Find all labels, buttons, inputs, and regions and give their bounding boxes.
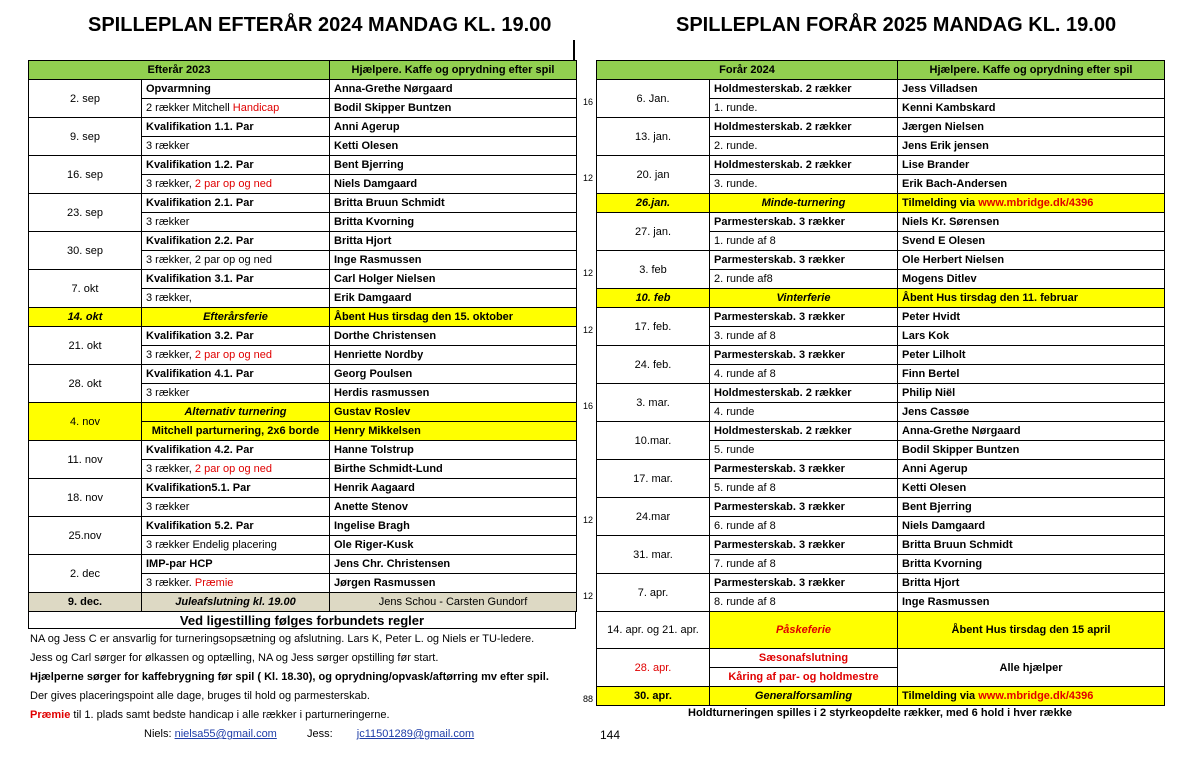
date-cell: 31. mar.: [597, 536, 710, 574]
table-header: [597, 61, 1165, 80]
date-cell: 7. apr.: [597, 574, 710, 612]
season-end-info: Alle hjælper: [898, 649, 1165, 687]
helper-name: Anni Agerup: [330, 118, 577, 137]
easter-row: [597, 612, 1165, 649]
helper-name: Peter Hvidt: [898, 308, 1165, 327]
helper-name: Lars Kok: [898, 327, 1165, 346]
table-row: [29, 365, 577, 384]
table-row: [29, 118, 577, 137]
info-text: Tilmelding via: [902, 690, 979, 702]
date-cell: 28. okt: [29, 365, 142, 403]
header-helpers: Hjælpere. Kaffe og oprydning efter spil: [330, 61, 577, 80]
date-cell: 25.nov: [29, 517, 142, 555]
info-text: Tilmelding via: [902, 197, 979, 209]
table-row: [29, 194, 577, 213]
helper-name: Britta Kvorning: [898, 555, 1165, 574]
praemie-label: Præmie: [30, 709, 71, 721]
helper-name: Bodil Skipper Buntzen: [898, 441, 1165, 460]
date-cell: 2. dec: [29, 555, 142, 593]
event-title: Holdmesterskab. 2 rækker: [710, 422, 898, 441]
helper-name: Britta Hjort: [330, 232, 577, 251]
helper-name: Peter Lilholt: [898, 346, 1165, 365]
table-row: [597, 80, 1165, 99]
table-row: [29, 156, 577, 175]
event-detail: [142, 536, 330, 555]
note-line: NA og Jess C er ansvarlig for turneringsopsætning og afslutning. Lars K, Peter L. og Niels er TU-ledere.: [30, 633, 535, 645]
event-title: Kvalifikation 4.2. Par: [142, 441, 330, 460]
helper-name: Dorthe Christensen: [330, 327, 577, 346]
date-cell: 3. feb: [597, 251, 710, 289]
helper-name: Hanne Tolstrup: [330, 441, 577, 460]
date-cell: 14. apr. og 21. apr.: [597, 612, 710, 649]
helper-name: Niels Damgaard: [330, 175, 577, 194]
helper-name: Inge Rasmussen: [330, 251, 577, 270]
info-text: Åbent Hus tirsdag den 11. februar: [902, 292, 1079, 304]
helper-name: Jens Erik jensen: [898, 137, 1165, 156]
helper-name: Ketti Olesen: [898, 479, 1165, 498]
helper-name: Mogens Ditlev: [898, 270, 1165, 289]
helper-name: Bent Bjerring: [330, 156, 577, 175]
table-row: [597, 384, 1165, 403]
event-detail: 3. runde af 8: [710, 327, 898, 346]
event-detail-text: 3 rækker: [146, 387, 190, 399]
event-detail: [142, 289, 330, 308]
table-row: [597, 536, 1165, 555]
final-helpers: Jens Schou - Carsten Gundorf: [330, 593, 577, 612]
helper-name: Ketti Olesen: [330, 137, 577, 156]
event-title: Parmesterskab. 3 rækker: [710, 574, 898, 593]
date-cell: 21. okt: [29, 327, 142, 365]
general-event: Generalforsamling: [710, 687, 898, 706]
event-detail-text: 3 rækker,: [146, 292, 192, 304]
table-row: [29, 270, 577, 289]
event-detail: 2. runde af8: [710, 270, 898, 289]
table-row: [29, 517, 577, 536]
event-title: Kvalifikation 1.2. Par: [142, 156, 330, 175]
event-detail: [142, 99, 330, 118]
helper-name: Gustav Roslev: [330, 403, 577, 422]
table-row: [597, 308, 1165, 327]
event-detail: [142, 175, 330, 194]
table-row: [29, 232, 577, 251]
helper-name: Erik Damgaard: [330, 289, 577, 308]
table-row: [597, 460, 1165, 479]
column-divider: [573, 40, 575, 62]
helper-name: Ingelise Bragh: [330, 517, 577, 536]
date-cell: 20. jan: [597, 156, 710, 194]
final-event: Juleafslutning kl. 19.00: [142, 593, 330, 612]
date-cell: 30. sep: [29, 232, 142, 270]
event-detail: 2. runde.: [710, 137, 898, 156]
event-detail-red: 2 par op og ned: [194, 463, 272, 475]
highlight-event: Minde-turnering: [710, 194, 898, 213]
event-detail-red: 2 par op og ned: [194, 178, 272, 190]
helper-name: Inge Rasmussen: [898, 593, 1165, 612]
season-end-row: [597, 649, 1165, 668]
event-detail-text: 2 rækker Mitchell: [146, 102, 233, 114]
helper-name: Ole Herbert Nielsen: [898, 251, 1165, 270]
event-title: Kvalifikation 5.2. Par: [142, 517, 330, 536]
holiday-info: Åbent Hus tirsdag den 15. oktober: [330, 308, 577, 327]
event-detail: [142, 213, 330, 232]
event-detail: [142, 346, 330, 365]
general-info: [898, 687, 1165, 706]
header-season: Efterår 2023: [29, 61, 330, 80]
event-title: Kvalifikation 3.1. Par: [142, 270, 330, 289]
final-row: [29, 593, 577, 612]
event-detail: [142, 574, 330, 593]
side-count: 12: [583, 267, 594, 278]
table-row: [29, 80, 577, 99]
side-count: 88: [583, 694, 594, 704]
helper-name: Birthe Schmidt-Lund: [330, 460, 577, 479]
side-count: 16: [583, 96, 594, 107]
event-detail-text: 3 rækker: [146, 140, 190, 152]
general-assembly-row: [597, 687, 1165, 706]
event-detail: 8. runde af 8: [710, 593, 898, 612]
helper-name: Anna-Grethe Nørgaard: [330, 80, 577, 99]
tie-rule-note: Ved ligestilling følges forbundets regler: [28, 611, 576, 629]
table-row: [29, 479, 577, 498]
side-count: 12: [583, 590, 594, 601]
season-end-event: Sæsonafslutning: [710, 649, 898, 668]
table-row: [597, 574, 1165, 593]
note-line: [30, 706, 549, 725]
helper-name: Ole Riger-Kusk: [330, 536, 577, 555]
event-title: IMP-par HCP: [142, 555, 330, 574]
helper-name: Jens Chr. Christensen: [330, 555, 577, 574]
header-season: Forår 2024: [597, 61, 898, 80]
event-detail: 4. runde af 8: [710, 365, 898, 384]
contact-jess-email-link[interactable]: jc11501289@gmail.com: [356, 728, 475, 740]
helper-name: Henry Mikkelsen: [330, 422, 577, 441]
header-helpers: Hjælpere. Kaffe og oprydning efter spil: [898, 61, 1165, 80]
easter-event: Påskeferie: [710, 612, 898, 649]
table-row: [597, 422, 1165, 441]
event-detail: [142, 384, 330, 403]
date-cell: 9. sep: [29, 118, 142, 156]
helper-name: Lise Brander: [898, 156, 1165, 175]
date-cell: 10.mar.: [597, 422, 710, 460]
date-cell: 27. jan.: [597, 213, 710, 251]
helper-name: Bodil Skipper Buntzen: [330, 99, 577, 118]
date-cell: 26.jan.: [597, 194, 710, 213]
date-cell: 18. nov: [29, 479, 142, 517]
helper-name: Carl Holger Nielsen: [330, 270, 577, 289]
highlight-row: [597, 289, 1165, 308]
helper-name: Herdis rasmussen: [330, 384, 577, 403]
note-line: Hjælperne sørger for kaffebrygning før spil ( Kl. 18.30), og oprydning/opvask/aftørring mv efter spil.: [30, 671, 549, 683]
date-cell: 24.mar: [597, 498, 710, 536]
table-row: [597, 156, 1165, 175]
left-page-title: SPILLEPLAN EFTERÅR 2024 MANDAG KL. 19.00: [88, 14, 552, 36]
event-title: Kvalifikation 4.1. Par: [142, 365, 330, 384]
right-schedule-table: [596, 60, 1165, 706]
event-detail: 6. runde af 8: [710, 517, 898, 536]
table-row: [597, 498, 1165, 517]
table-row: [29, 441, 577, 460]
helper-name: Svend E Olesen: [898, 232, 1165, 251]
helper-name: Henriette Nordby: [330, 346, 577, 365]
event-title: Kvalifikation 2.2. Par: [142, 232, 330, 251]
helper-name: Philip Niël: [898, 384, 1165, 403]
event-title: Kvalifikation 2.1. Par: [142, 194, 330, 213]
helper-name: Britta Hjort: [898, 574, 1165, 593]
right-page-title: SPILLEPLAN FORÅR 2025 MANDAG KL. 19.00: [676, 14, 1117, 36]
event-title: Parmesterskab. 3 rækker: [710, 213, 898, 232]
date-cell: 2. sep: [29, 80, 142, 118]
table-row: [597, 251, 1165, 270]
helper-name: Jørgen Rasmussen: [330, 574, 577, 593]
table-row: [597, 213, 1165, 232]
season-end-detail: Kåring af par- og holdmestre: [710, 668, 898, 687]
contact-jess-label: Jess:: [306, 728, 333, 740]
contacts-line: [30, 725, 549, 744]
event-title: Parmesterskab. 3 rækker: [710, 536, 898, 555]
event-detail: [142, 460, 330, 479]
note-line: Jess og Carl sørger for ølkassen og optælling, NA og Jess sørger opstilling før start.: [30, 652, 439, 664]
left-schedule-table: [28, 60, 577, 612]
helper-name: Anni Agerup: [898, 460, 1165, 479]
event-detail: [142, 498, 330, 517]
event-detail-text: 3 rækker: [146, 501, 190, 513]
event-detail-text: 3 rækker,: [146, 178, 195, 190]
date-cell: 17. mar.: [597, 460, 710, 498]
helper-name: Niels Damgaard: [898, 517, 1165, 536]
date-cell: 3. mar.: [597, 384, 710, 422]
table-header: [29, 61, 577, 80]
helper-name: Jærgen Nielsen: [898, 118, 1165, 137]
easter-info: Åbent Hus tirsdag den 15 april: [898, 612, 1165, 649]
event-detail: 3. runde.: [710, 175, 898, 194]
event-detail-red: Handicap: [232, 102, 280, 114]
event-detail-text: 3 rækker: [146, 216, 190, 228]
highlight-event: Vinterferie: [710, 289, 898, 308]
table-row: [29, 555, 577, 574]
event-title: Holdmesterskab. 2 rækker: [710, 80, 898, 99]
alt-event: Alternativ turnering: [142, 403, 330, 422]
notes-block: [30, 630, 549, 744]
date-cell: 14. okt: [29, 308, 142, 327]
event-detail-text: 3 rækker, 2 par op og ned: [146, 254, 272, 266]
event-detail: 5. runde: [710, 441, 898, 460]
side-count: 12: [583, 172, 594, 183]
note-text: til 1. plads samt bedste handicap i alle rækker i parturneringerne.: [70, 709, 390, 721]
event-detail: [142, 251, 330, 270]
note-line: Der gives placeringspoint alle dage, bruges til hold og parmesterskab.: [30, 690, 370, 702]
side-count: 12: [583, 514, 594, 525]
date-cell: 4. nov: [29, 403, 142, 441]
helper-name: Britta Bruun Schmidt: [330, 194, 577, 213]
event-title: Parmesterskab. 3 rækker: [710, 251, 898, 270]
event-detail: 7. runde af 8: [710, 555, 898, 574]
event-title: Parmesterskab. 3 rækker: [710, 346, 898, 365]
event-title: Parmesterskab. 3 rækker: [710, 460, 898, 479]
event-detail-text: 3 rækker,: [146, 349, 195, 361]
side-count: 12: [583, 324, 594, 335]
helper-name: Niels Kr. Sørensen: [898, 213, 1165, 232]
date-cell: 30. apr.: [597, 687, 710, 706]
event-title: Holdmesterskab. 2 rækker: [710, 384, 898, 403]
registration-link[interactable]: www.mbridge.dk/4396: [978, 690, 1094, 702]
helper-name: Jess Villadsen: [898, 80, 1165, 99]
event-title: Parmesterskab. 3 rækker: [710, 308, 898, 327]
helper-name: Erik Bach-Andersen: [898, 175, 1165, 194]
event-detail: 1. runde.: [710, 99, 898, 118]
event-detail-text: 3 rækker Endelig placering: [146, 539, 277, 551]
alt-event-detail: Mitchell parturnering, 2x6 borde: [142, 422, 330, 441]
event-detail-text: 3 rækker,: [146, 463, 195, 475]
helper-name: Kenni Kambskard: [898, 99, 1165, 118]
date-cell: 10. feb: [597, 289, 710, 308]
helper-name: Georg Poulsen: [330, 365, 577, 384]
event-detail: 1. runde af 8: [710, 232, 898, 251]
contact-niels-label: Niels:: [144, 728, 172, 740]
date-cell: 17. feb.: [597, 308, 710, 346]
table-row: [597, 346, 1165, 365]
date-cell: 9. dec.: [29, 593, 142, 612]
event-title: Kvalifikation 3.2. Par: [142, 327, 330, 346]
helper-name: Britta Kvorning: [330, 213, 577, 232]
date-cell: 6. Jan.: [597, 80, 710, 118]
helper-name: Henrik Aagaard: [330, 479, 577, 498]
holiday-row: [29, 308, 577, 327]
event-detail-red: Præmie: [194, 577, 234, 589]
event-title: Holdmesterskab. 2 rækker: [710, 156, 898, 175]
side-count: 16: [583, 400, 594, 411]
helper-name: Anette Stenov: [330, 498, 577, 517]
highlight-info: [898, 289, 1165, 308]
helper-name: Jens Cassøe: [898, 403, 1165, 422]
helper-name: Britta Bruun Schmidt: [898, 536, 1165, 555]
page-number: 144: [600, 728, 621, 742]
helper-name: Finn Bertel: [898, 365, 1165, 384]
event-title: Parmesterskab. 3 rækker: [710, 498, 898, 517]
helper-name: Anna-Grethe Nørgaard: [898, 422, 1165, 441]
event-title: Kvalifikation5.1. Par: [142, 479, 330, 498]
table-row: [29, 327, 577, 346]
registration-link[interactable]: www.mbridge.dk/4396: [978, 197, 1094, 209]
event-detail: 5. runde af 8: [710, 479, 898, 498]
table-row: [597, 118, 1165, 137]
alt-tournament-row: [29, 403, 577, 422]
event-detail: [142, 137, 330, 156]
date-cell: 7. okt: [29, 270, 142, 308]
event-title: Kvalifikation 1.1. Par: [142, 118, 330, 137]
event-title: Opvarmning: [142, 80, 330, 99]
date-cell: 16. sep: [29, 156, 142, 194]
holiday-event: Efterårsferie: [142, 308, 330, 327]
event-detail-red: 2 par op og ned: [194, 349, 272, 361]
date-cell: 11. nov: [29, 441, 142, 479]
date-cell: 23. sep: [29, 194, 142, 232]
event-detail-text: 3 rækker.: [146, 577, 195, 589]
team-tournament-note: Holdturneringen spilles i 2 styrkeopdelte rækker, med 6 hold i hver række: [688, 707, 1072, 719]
date-cell: 13. jan.: [597, 118, 710, 156]
date-cell: 28. apr.: [597, 649, 710, 687]
helper-name: Bent Bjerring: [898, 498, 1165, 517]
highlight-info: [898, 194, 1165, 213]
date-cell: 24. feb.: [597, 346, 710, 384]
event-detail: 4. runde: [710, 403, 898, 422]
highlight-row: [597, 194, 1165, 213]
event-title: Holdmesterskab. 2 rækker: [710, 118, 898, 137]
contact-niels-email-link[interactable]: nielsa55@gmail.com: [174, 728, 277, 740]
